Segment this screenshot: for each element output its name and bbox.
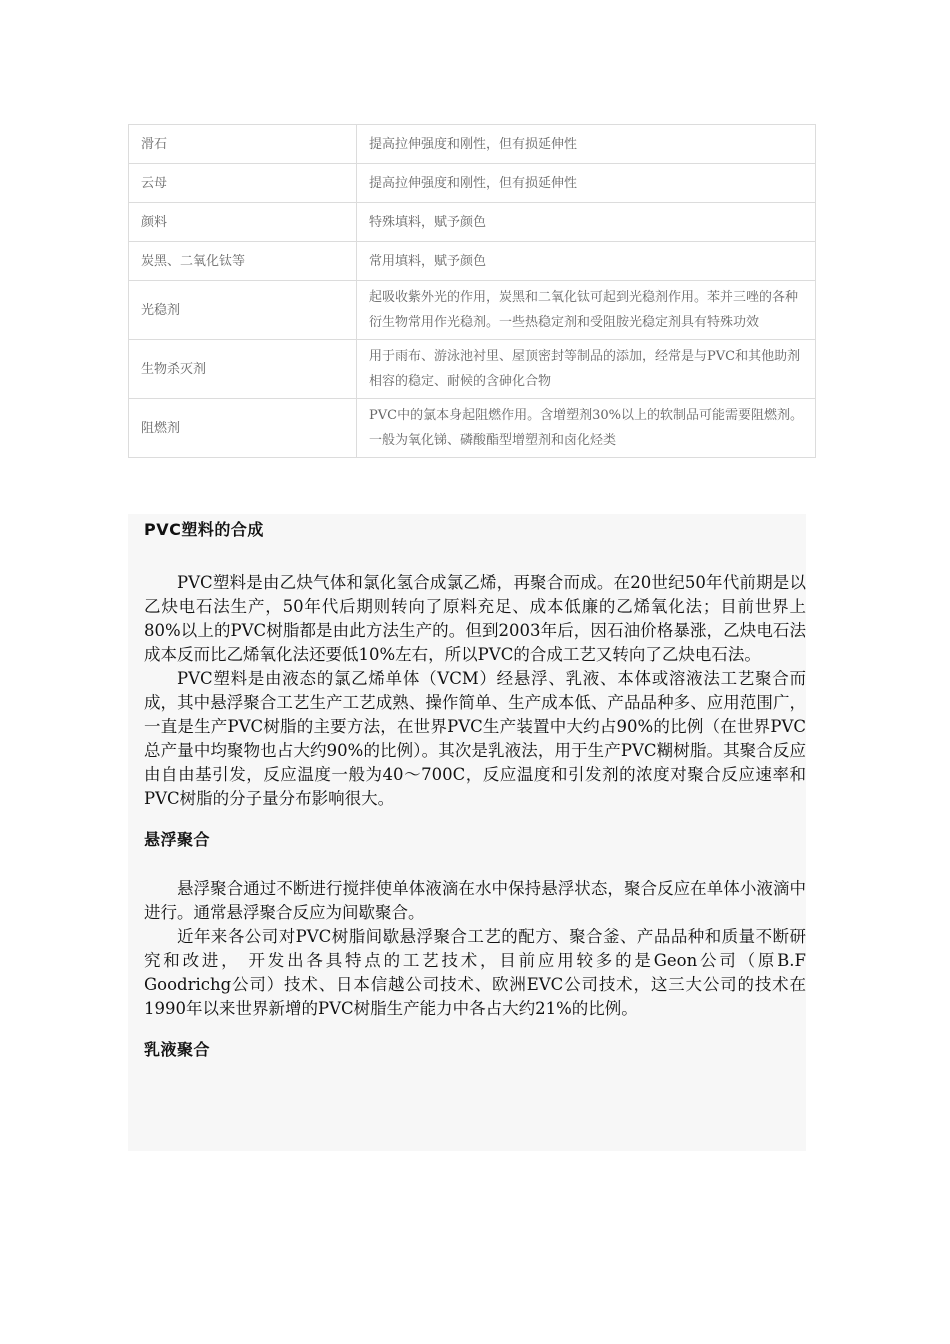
additive-desc-cell: PVC中的氯本身起阻燃作用。含增塑剂30%以上的软制品可能需要阻燃剂。一般为氧化锑、磷酸酯型增塑剂和卤化烃类 bbox=[357, 399, 816, 458]
additive-desc-cell: 常用填料，赋予颜色 bbox=[357, 242, 816, 281]
additive-desc-cell: 起吸收紫外光的作用，炭黑和二氧化钛可起到光稳剂作用。苯并三唑的各种衍生物常用作光稳剂。一些热稳定剂和受阻胺光稳定剂具有特殊功效 bbox=[357, 281, 816, 340]
section-heading: PVC塑料的合成 bbox=[144, 520, 264, 539]
additives-table bbox=[128, 124, 816, 458]
paragraph: PVC塑料是由乙炔气体和氯化氢合成氯乙烯，再聚合而成。在20世纪50年代前期是以乙炔电石法生产，50年代后期则转向了原料充足、成本低廉的乙烯氧化法；目前世界上80%以上的PVC树脂都是由此方法生产的。但到2003年后，因石油价格暴涨，乙炔电石法成本反而比乙烯氧化法还要低10%左右，所以PVC的合成工艺又转向了乙炔电石法。 bbox=[144, 573, 806, 664]
paragraph: 近年来各公司对PVC树脂间歇悬浮聚合工艺的配方、聚合釜、产品品种和质量不断研究和改进， 开发出各具特点的工艺技术，目前应用较多的是Geon公司（原B.F Goodrichg公司）技术、日本信越公司技术、欧洲EVC公司技术，这三大公司的技术在1990年以来世界新增的PVC树脂生产能力中各占大约21%的比例。 bbox=[144, 927, 806, 1018]
table-row bbox=[129, 242, 816, 281]
table-row bbox=[129, 399, 816, 458]
additive-name-cell: 颜料 bbox=[129, 203, 357, 242]
section-heading: 乳液聚合 bbox=[144, 1040, 211, 1059]
additive-name-cell: 云母 bbox=[129, 164, 357, 203]
section-heading: 悬浮聚合 bbox=[144, 830, 211, 849]
paragraph: PVC塑料是由液态的氯乙烯单体（VCM）经悬浮、乳液、本体或溶液法工艺聚合而成，其中悬浮聚合工艺生产工艺成熟、操作简单、生产成本低、产品品种多、应用范围广，一直是生产PVC树脂的主要方法，在世界PVC生产装置中大约占90%的比例（在世界PVC总产量中均聚物也占大约90%的比例）。其次是乳液法，用于生产PVC糊树脂。其聚合反应由自由基引发，反应温度一般为40～700C，反应温度和引发剂的浓度对聚合反应速率和PVC树脂的分子量分布影响很大。 bbox=[144, 669, 806, 808]
additive-desc-cell: 用于雨布、游泳池衬里、屋顶密封等制品的添加，经常是与PVC和其他助剂相容的稳定、耐候的含砷化合物 bbox=[357, 340, 816, 399]
additive-name-cell: 阻燃剂 bbox=[129, 399, 357, 458]
additive-name-cell: 滑石 bbox=[129, 125, 357, 164]
table-row bbox=[129, 281, 816, 340]
table-row bbox=[129, 125, 816, 164]
additive-name-cell: 炭黑、二氧化钛等 bbox=[129, 242, 357, 281]
paragraph: 悬浮聚合通过不断进行搅拌使单体液滴在水中保持悬浮状态，聚合反应在单体小液滴中进行。通常悬浮聚合反应为间歇聚合。 bbox=[144, 879, 806, 922]
additive-desc-cell: 提高拉伸强度和刚性，但有损延伸性 bbox=[357, 125, 816, 164]
table-row bbox=[129, 203, 816, 242]
additive-desc-cell: 特殊填料，赋予颜色 bbox=[357, 203, 816, 242]
table-row bbox=[129, 164, 816, 203]
table-row bbox=[129, 340, 816, 399]
additive-name-cell: 生物杀灭剂 bbox=[129, 340, 357, 399]
additive-name-cell: 光稳剂 bbox=[129, 281, 357, 340]
additive-desc-cell: 提高拉伸强度和刚性，但有损延伸性 bbox=[357, 164, 816, 203]
article-body bbox=[128, 514, 806, 1151]
